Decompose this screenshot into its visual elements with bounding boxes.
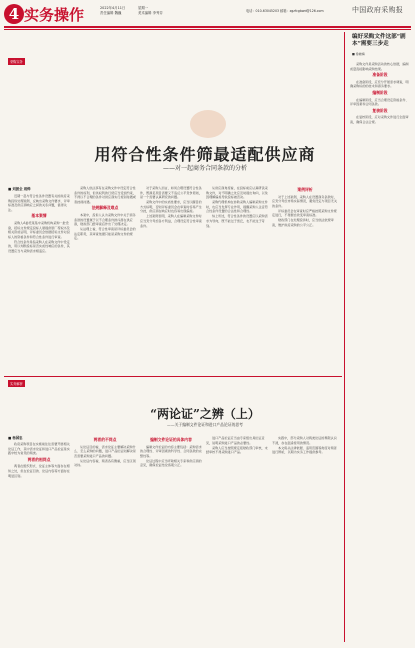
column-separator bbox=[344, 32, 345, 642]
article1-col-5: 案例评析 对于上述案例，采购人在设置商务条款时，应充分考虑市场实际情况，避免设定与项目无关的条件。 评标委员会在审查时应严格按照采购文件规定进行，不得擅自改变审查标准。 财政部门在处理投诉时，应当依法依规审查，维护政府采购的公平公正。 bbox=[272, 187, 337, 227]
article1-col-4: 从供应商角度看，在投标前应认真研读采购文件，对不明确之处应及时提出询问，以免因理解偏差导致投标被否决。 采购代理机构在协助采购人编制采购文件时，也应当发挥专业作用，提醒采购人注意符合性条件设置的合法性和合理性。 综上所述，符合性条件的设置应以采购需求为导向，既不能过于宽泛，也不能过于苛刻。 bbox=[206, 186, 268, 228]
article2-col-4: 进口产品论证应当由专家组出具论证意见，说明采购进口产品的必要性。 采购人应当按照规定报财政部门审核，未经审核不得采购进口产品。 bbox=[206, 436, 268, 455]
article1-col-1: 近期一起与符合性条件设置有关的政府采购投诉处理案例，反映出采购文件要求、评审标准及供应商响应之间的关系问题，值得关注。 基本案情 采购人A委托某集中采购机构采购一批设备，招标文件规定投标人须提供原厂授权书及相关资质证明，评标委员会依据招标文件对投标人的资格条件和符合性条件进行审查。 符合性条件是指采购人在采购文件中设定的，用以判断投标是否实质性响应的条件，其设置应当与采购需求相适应。 bbox=[8, 194, 70, 253]
masthead-logo: 中国政府采购报 bbox=[352, 6, 404, 14]
side-article-body: 采购文件是采购活动的核心依据，编制质量直接影响采购结果。 准备阶段 在准备阶段，应充分开展需求调查，明确采购标的的技术和商务要求。 编制阶段 在编制阶段，应当合理设定资格条件、评审因素和合同条款。 复核阶段 在复核阶段，应对采购文件进行全面审查，确保合法合规。 bbox=[350, 62, 409, 124]
article1-subtitle: ——对一起商务合同条款的分析 bbox=[162, 165, 247, 172]
article1-col-3: 对于采购人而言，如何合理设置符合性条件，既满足项目需要又不违反公平竞争原则，是一个需要认真研究的问题。 采购文件中的实质性要求，应当以醒目的方式标明，否则评标委员会在审查时容易产生分歧，供应商在响应时也容易出现偏差。 上述案例表明，采购人在编制采购文件时应当充分考虑各方利益，合理设定符合性审查条件。 bbox=[140, 186, 202, 228]
article2-byline: ■ 杨国忠 bbox=[8, 436, 23, 440]
article1-byline: ■ 刘振全 周烨 bbox=[8, 187, 31, 191]
header-weekday-artist: 星期一 美术编辑 李秀芬 bbox=[138, 6, 163, 15]
article1-title: 用符合性条件筛最适配供应商 bbox=[94, 145, 316, 164]
article2-subtitle: ——关于编制文件论证和进口产品论证的思考 bbox=[167, 422, 243, 427]
section-title: 实务操作 bbox=[24, 6, 85, 24]
header-date-editor: 2022年4月11日 责任编辑 魏巍 bbox=[100, 6, 126, 15]
article2-col-2: 两者的不同点 从论证目的看，需求论证主要解决采购什么、怎么采购的问题，进口产品论证则解决是否需要采购进口产品的问题。 从论证内容看，两者各有侧重，应当区别对待。 bbox=[74, 437, 136, 468]
article2-col-1: 政府采购项目在实施前往往需要开展相关论证工作，其中需求论证和进口产品论证是实践中较为常见的两类。 两者的相同点 两者在组织形式、论证主体等方面存在相似之处，但在论证目的、论证内容等方面存在明显区别。 bbox=[8, 442, 70, 478]
article2-tag: 实务解析 bbox=[10, 382, 23, 386]
header-contact: 电话：010-63045203 邮箱：zgzfcgbwd@126.com bbox=[246, 9, 324, 13]
article-separator bbox=[4, 376, 342, 377]
side-article-author: ■ 徐晓梅 bbox=[352, 52, 365, 56]
article2-title: “两论证”之辨（上） bbox=[150, 407, 260, 421]
side-article-title: 编好采购文件这部“剧本”需要三步走 bbox=[352, 34, 406, 47]
title-decoration bbox=[190, 110, 226, 138]
article2-col-3: 编制文件论证的具体内容 编制文件论证的内容主要包括：采购需求的合理性、评审因素的科学性、合同条款的完整性等。 论证过程中应当听取相关专家和供应商的意见，确保论证结论客观公正。 bbox=[140, 437, 202, 468]
article1-col-2: 采购人依法享有在采购文件中设定符合性条件的权利，但该权利的行使应当受到约束，不得以不合理的条件对供应商实行差别待遇或者歧视待遇。 法规解释及难点 本案中，投诉人认为采购文件中关于商务条款的设置属于以不合理条件排斥潜在供应商，财政部门经审查后作出了处理决定。 从法理上看，符合性审查是评标委员会的法定职责，其审查依据只能是采购文件的规定。 bbox=[74, 186, 136, 241]
header-rule bbox=[4, 26, 411, 28]
article1-tag: 采购实务 bbox=[10, 60, 23, 64]
header-rule-thin bbox=[4, 29, 411, 30]
page-number-badge: 4 bbox=[4, 4, 24, 24]
article2-col-5: 实践中，部分采购人对两类论证的界限认识不清，存在混淆使用的情况。 本文将从法律依据、适用范围等角度对两者进行辨析，以期为实务工作提供参考。 bbox=[272, 436, 337, 455]
